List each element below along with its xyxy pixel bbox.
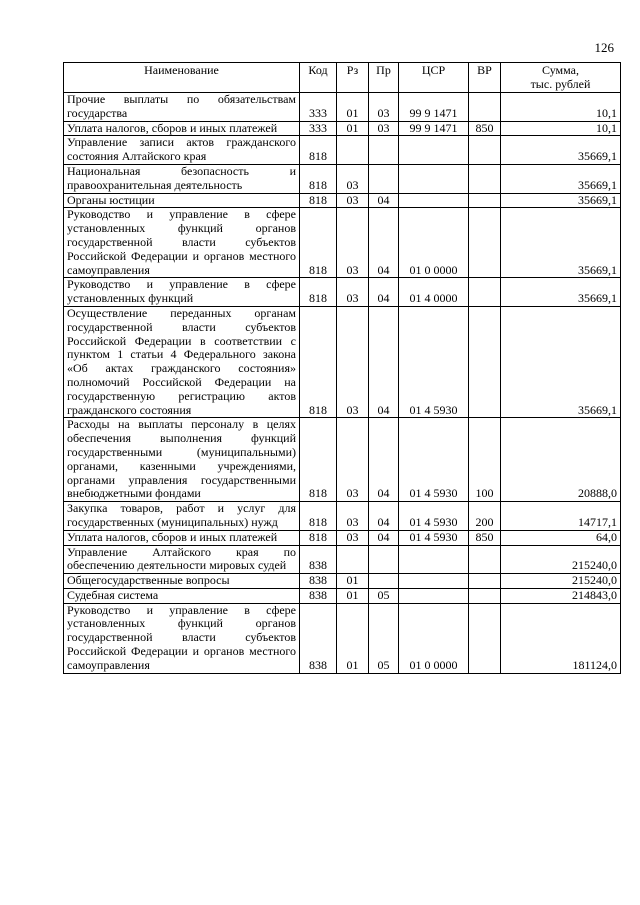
cell-sum: 35669,1 xyxy=(501,278,621,307)
cell-name: Органы юстиции xyxy=(64,193,300,208)
cell-sum: 35669,1 xyxy=(501,136,621,165)
cell-code: 818 xyxy=(300,208,337,278)
cell-rz: 03 xyxy=(337,306,369,417)
cell-sum: 35669,1 xyxy=(501,208,621,278)
cell-code: 333 xyxy=(300,93,337,122)
cell-code: 818 xyxy=(300,530,337,545)
cell-pr xyxy=(369,164,399,193)
cell-sum: 215240,0 xyxy=(501,574,621,589)
table-row xyxy=(64,588,621,603)
cell-vr: 850 xyxy=(469,121,501,136)
cell-name: Уплата налогов, сборов и иных платежей xyxy=(64,530,300,545)
table-row xyxy=(64,603,621,673)
cell-code: 818 xyxy=(300,278,337,307)
cell-rz: 03 xyxy=(337,208,369,278)
cell-code: 818 xyxy=(300,418,337,502)
cell-name: Национальная безопасность и правоохранительная деятельность xyxy=(64,164,300,193)
header-rz: Рз xyxy=(337,63,369,93)
cell-code: 818 xyxy=(300,136,337,165)
cell-name: Уплата налогов, сборов и иных платежей xyxy=(64,121,300,136)
cell-sum: 10,1 xyxy=(501,93,621,122)
cell-name: Общегосударственные вопросы xyxy=(64,574,300,589)
header-sum-line1: Сумма, xyxy=(542,63,579,77)
cell-vr xyxy=(469,588,501,603)
cell-code: 818 xyxy=(300,502,337,531)
cell-sum: 214843,0 xyxy=(501,588,621,603)
cell-vr xyxy=(469,278,501,307)
cell-vr xyxy=(469,545,501,574)
table-row xyxy=(64,574,621,589)
cell-vr: 200 xyxy=(469,502,501,531)
cell-code: 838 xyxy=(300,603,337,673)
cell-rz: 03 xyxy=(337,164,369,193)
cell-name: Управление Алтайского края по обеспечению деятельности мировых судей xyxy=(64,545,300,574)
cell-sum: 20888,0 xyxy=(501,418,621,502)
cell-pr: 04 xyxy=(369,306,399,417)
cell-vr: 100 xyxy=(469,418,501,502)
cell-sum: 215240,0 xyxy=(501,545,621,574)
cell-vr xyxy=(469,193,501,208)
cell-vr xyxy=(469,306,501,417)
cell-name: Закупка товаров, работ и услуг для государственных (муниципальных) нужд xyxy=(64,502,300,531)
cell-csr: 01 4 5930 xyxy=(399,418,469,502)
cell-code: 838 xyxy=(300,588,337,603)
table-row xyxy=(64,306,621,417)
cell-csr: 01 4 5930 xyxy=(399,502,469,531)
cell-sum: 35669,1 xyxy=(501,306,621,417)
cell-name: Руководство и управление в сфере установленных функций органов государственной власти субъектов Российской Федерации и органов местного самоуправления xyxy=(64,603,300,673)
cell-pr: 04 xyxy=(369,193,399,208)
cell-sum: 14717,1 xyxy=(501,502,621,531)
cell-csr: 99 9 1471 xyxy=(399,93,469,122)
cell-pr: 04 xyxy=(369,502,399,531)
cell-pr xyxy=(369,545,399,574)
cell-sum: 181124,0 xyxy=(501,603,621,673)
table-row xyxy=(64,530,621,545)
cell-name: Управление записи актов гражданского состояния Алтайского края xyxy=(64,136,300,165)
cell-csr xyxy=(399,588,469,603)
cell-pr xyxy=(369,136,399,165)
cell-rz: 03 xyxy=(337,530,369,545)
cell-csr: 01 4 5930 xyxy=(399,530,469,545)
header-sum-line2: тыс. рублей xyxy=(530,76,591,91)
cell-name: Прочие выплаты по обязательствам государства xyxy=(64,93,300,122)
cell-pr: 05 xyxy=(369,588,399,603)
cell-csr xyxy=(399,193,469,208)
cell-pr: 05 xyxy=(369,603,399,673)
cell-sum: 35669,1 xyxy=(501,164,621,193)
cell-csr xyxy=(399,545,469,574)
cell-name: Расходы на выплаты персоналу в целях обеспечения выполнения функций государственными (муниципальными) органами, казенными учреждениями, органами управления государственными внебюджетными фондами xyxy=(64,418,300,502)
table-row xyxy=(64,418,621,502)
cell-sum: 10,1 xyxy=(501,121,621,136)
cell-rz xyxy=(337,545,369,574)
table-row xyxy=(64,208,621,278)
cell-pr: 04 xyxy=(369,208,399,278)
cell-vr xyxy=(469,208,501,278)
cell-rz xyxy=(337,136,369,165)
cell-code: 333 xyxy=(300,121,337,136)
table-row xyxy=(64,278,621,307)
table-row xyxy=(64,93,621,122)
cell-vr xyxy=(469,603,501,673)
cell-name: Руководство и управление в сфере установленных функций xyxy=(64,278,300,307)
cell-vr: 850 xyxy=(469,530,501,545)
header-vr: ВР xyxy=(469,63,501,93)
budget-table xyxy=(63,62,621,674)
cell-sum: 64,0 xyxy=(501,530,621,545)
header-name: Наименование xyxy=(64,63,300,93)
cell-csr: 01 0 0000 xyxy=(399,208,469,278)
cell-pr: 04 xyxy=(369,418,399,502)
cell-rz: 01 xyxy=(337,574,369,589)
cell-rz: 01 xyxy=(337,603,369,673)
cell-rz: 01 xyxy=(337,588,369,603)
table-row xyxy=(64,193,621,208)
cell-vr xyxy=(469,164,501,193)
page-number: 126 xyxy=(594,40,614,55)
cell-name: Судебная система xyxy=(64,588,300,603)
cell-code: 818 xyxy=(300,306,337,417)
header-csr: ЦСР xyxy=(399,63,469,93)
cell-csr: 01 0 0000 xyxy=(399,603,469,673)
cell-csr: 01 4 5930 xyxy=(399,306,469,417)
cell-pr: 03 xyxy=(369,93,399,122)
cell-vr xyxy=(469,574,501,589)
cell-pr: 04 xyxy=(369,278,399,307)
table-row xyxy=(64,545,621,574)
cell-rz: 03 xyxy=(337,278,369,307)
table-row xyxy=(64,136,621,165)
cell-name: Руководство и управление в сфере установленных функций органов государственной власти субъектов Российской Федерации и органов местного самоуправления xyxy=(64,208,300,278)
header-code: Код xyxy=(300,63,337,93)
cell-csr xyxy=(399,164,469,193)
cell-vr xyxy=(469,93,501,122)
cell-csr: 01 4 0000 xyxy=(399,278,469,307)
table-row xyxy=(64,121,621,136)
cell-rz: 01 xyxy=(337,93,369,122)
header-pr: Пр xyxy=(369,63,399,93)
cell-pr xyxy=(369,574,399,589)
cell-code: 838 xyxy=(300,574,337,589)
cell-code: 818 xyxy=(300,164,337,193)
cell-pr: 04 xyxy=(369,530,399,545)
header-sum xyxy=(501,63,621,93)
cell-csr xyxy=(399,136,469,165)
cell-rz: 03 xyxy=(337,502,369,531)
cell-name: Осуществление переданных органам государственной власти субъектов Российской Федерации в соответствии с пунктом 1 статьи 4 Федерального закона «Об актах гражданского состояния» полномочий Российской Федерации на государственную регистрацию актов гражданского состояния xyxy=(64,306,300,417)
cell-code: 838 xyxy=(300,545,337,574)
table-row xyxy=(64,164,621,193)
cell-pr: 03 xyxy=(369,121,399,136)
cell-rz: 01 xyxy=(337,121,369,136)
cell-code: 818 xyxy=(300,193,337,208)
cell-rz: 03 xyxy=(337,418,369,502)
cell-csr xyxy=(399,574,469,589)
header-row xyxy=(64,63,621,93)
cell-vr xyxy=(469,136,501,165)
cell-rz: 03 xyxy=(337,193,369,208)
cell-csr: 99 9 1471 xyxy=(399,121,469,136)
table-row xyxy=(64,502,621,531)
cell-sum: 35669,1 xyxy=(501,193,621,208)
